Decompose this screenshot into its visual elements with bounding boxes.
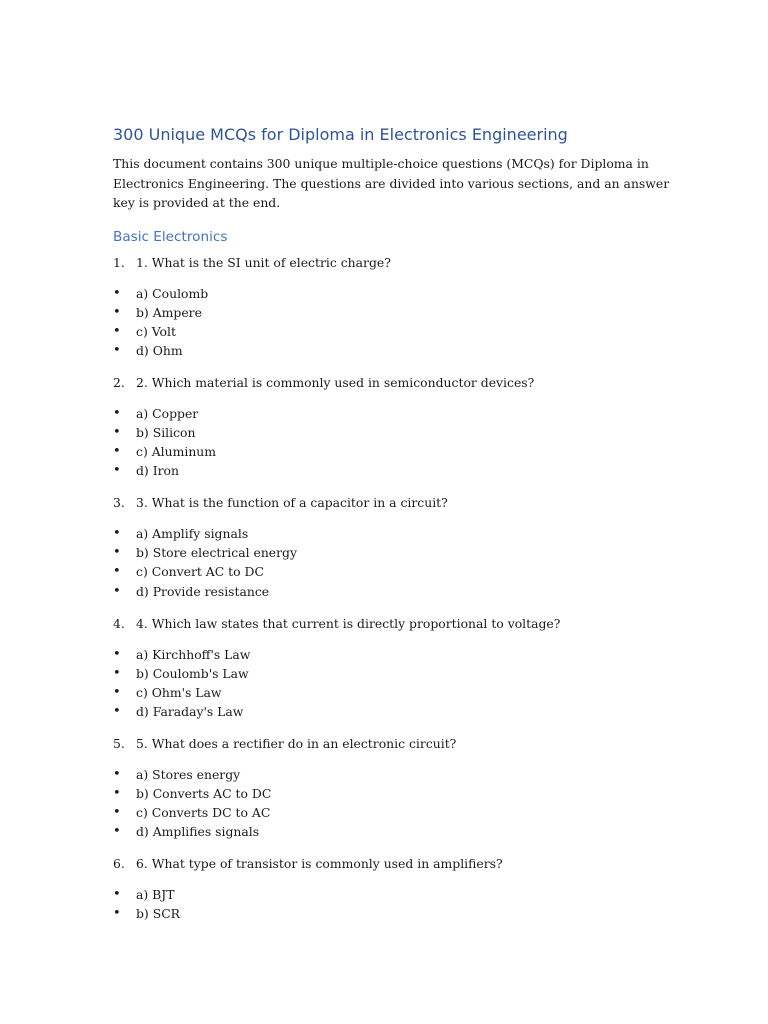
option-item — [113, 885, 673, 904]
question-item — [113, 854, 673, 873]
option-text: c) Aluminum — [136, 444, 217, 460]
option-item — [113, 803, 673, 822]
document-intro: This document contains 300 unique multiple-choice questions (MCQs) for Diploma in Electronics Engineering. The questions are divided into various sections, and an answer key is provided at the end. — [113, 156, 670, 210]
bullet-icon: • — [113, 703, 121, 719]
option-item — [113, 341, 673, 360]
bullet-icon: • — [113, 323, 121, 339]
bullet-icon: • — [113, 887, 121, 903]
question-number: 5. — [113, 736, 125, 751]
option-text: c) Volt — [136, 323, 176, 339]
option-item — [113, 423, 673, 442]
option-text: a) Coulomb — [136, 285, 209, 301]
bullet-icon: • — [113, 424, 121, 440]
bullet-icon: • — [113, 786, 121, 802]
option-text: a) Stores energy — [136, 767, 241, 782]
bullet-icon: • — [113, 646, 121, 662]
question-list — [113, 253, 673, 924]
bullet-icon: • — [113, 665, 121, 681]
option-item — [113, 404, 673, 423]
question-number: 3. — [113, 495, 125, 511]
option-item — [113, 664, 673, 683]
question-number: 6. — [113, 856, 125, 872]
option-text: a) Copper — [136, 405, 199, 421]
bullet-icon: • — [113, 526, 121, 542]
question-text: 2. Which material is commonly used in semiconductor devices? — [136, 374, 535, 390]
bullet-icon: • — [113, 564, 121, 580]
option-list — [113, 284, 673, 360]
bullet-icon: • — [113, 684, 121, 700]
option-text: c) Ohm's Law — [136, 684, 222, 700]
option-item — [113, 524, 673, 543]
question-item — [113, 373, 673, 392]
question-item — [113, 734, 673, 753]
document-page — [113, 122, 673, 937]
bullet-icon: • — [113, 545, 121, 561]
option-item — [113, 822, 673, 841]
question-number: 4. — [113, 615, 125, 631]
option-item — [113, 904, 673, 923]
option-item — [113, 543, 673, 562]
question-text: 5. What does a rectifier do in an electronic circuit? — [136, 736, 457, 751]
bullet-icon: • — [113, 405, 121, 421]
question-text: 3. What is the function of a capacitor in a circuit? — [136, 495, 448, 511]
option-text: b) Converts AC to DC — [136, 786, 272, 802]
bullet-icon: • — [113, 767, 121, 782]
option-text: d) Iron — [136, 463, 179, 479]
option-item — [113, 645, 673, 664]
bullet-icon: • — [113, 824, 121, 840]
question-number: 2. — [113, 374, 125, 390]
bullet-icon: • — [113, 906, 121, 922]
bullet-icon: • — [113, 463, 121, 479]
option-list — [113, 885, 673, 923]
bullet-icon: • — [113, 304, 121, 320]
option-item — [113, 582, 673, 601]
option-text: a) Kirchhoff's Law — [136, 646, 251, 662]
question-item — [113, 614, 673, 633]
option-item — [113, 562, 673, 581]
option-text: b) SCR — [136, 906, 181, 922]
option-item — [113, 322, 673, 341]
option-text: d) Faraday's Law — [136, 703, 244, 719]
bullet-icon: • — [113, 583, 121, 599]
question-item — [113, 253, 673, 272]
option-list — [113, 404, 673, 480]
option-list — [113, 765, 673, 841]
section-heading: Basic Electronics — [113, 228, 228, 245]
question-item — [113, 493, 673, 512]
question-text: 4. Which law states that current is directly proportional to voltage? — [136, 615, 561, 631]
option-item — [113, 284, 673, 303]
option-item — [113, 784, 673, 803]
option-item — [113, 765, 673, 784]
document-title: 300 Unique MCQs for Diploma in Electronics Engineering — [113, 125, 568, 144]
bullet-icon: • — [113, 444, 121, 460]
question-text: 1. What is the SI unit of electric charge? — [136, 254, 391, 270]
option-item — [113, 461, 673, 480]
option-text: b) Silicon — [136, 424, 196, 440]
option-text: d) Provide resistance — [136, 583, 270, 599]
option-item — [113, 442, 673, 461]
option-text: a) Amplify signals — [136, 526, 249, 542]
option-item — [113, 702, 673, 721]
option-item — [113, 303, 673, 322]
option-text: d) Ohm — [136, 342, 183, 358]
option-text: b) Ampere — [136, 304, 202, 320]
option-text: b) Store electrical energy — [136, 545, 297, 561]
option-text: b) Coulomb's Law — [136, 665, 249, 681]
option-list — [113, 524, 673, 600]
option-text: a) BJT — [136, 887, 175, 903]
option-text: c) Convert AC to DC — [136, 564, 264, 580]
option-text: c) Converts DC to AC — [136, 805, 271, 821]
option-text: d) Amplifies signals — [136, 824, 260, 840]
option-list — [113, 645, 673, 721]
bullet-icon: • — [113, 285, 121, 301]
bullet-icon: • — [113, 805, 121, 821]
question-number: 1. — [113, 254, 125, 270]
option-item — [113, 683, 673, 702]
question-text: 6. What type of transistor is commonly used in amplifiers? — [136, 856, 503, 872]
bullet-icon: • — [113, 342, 121, 358]
